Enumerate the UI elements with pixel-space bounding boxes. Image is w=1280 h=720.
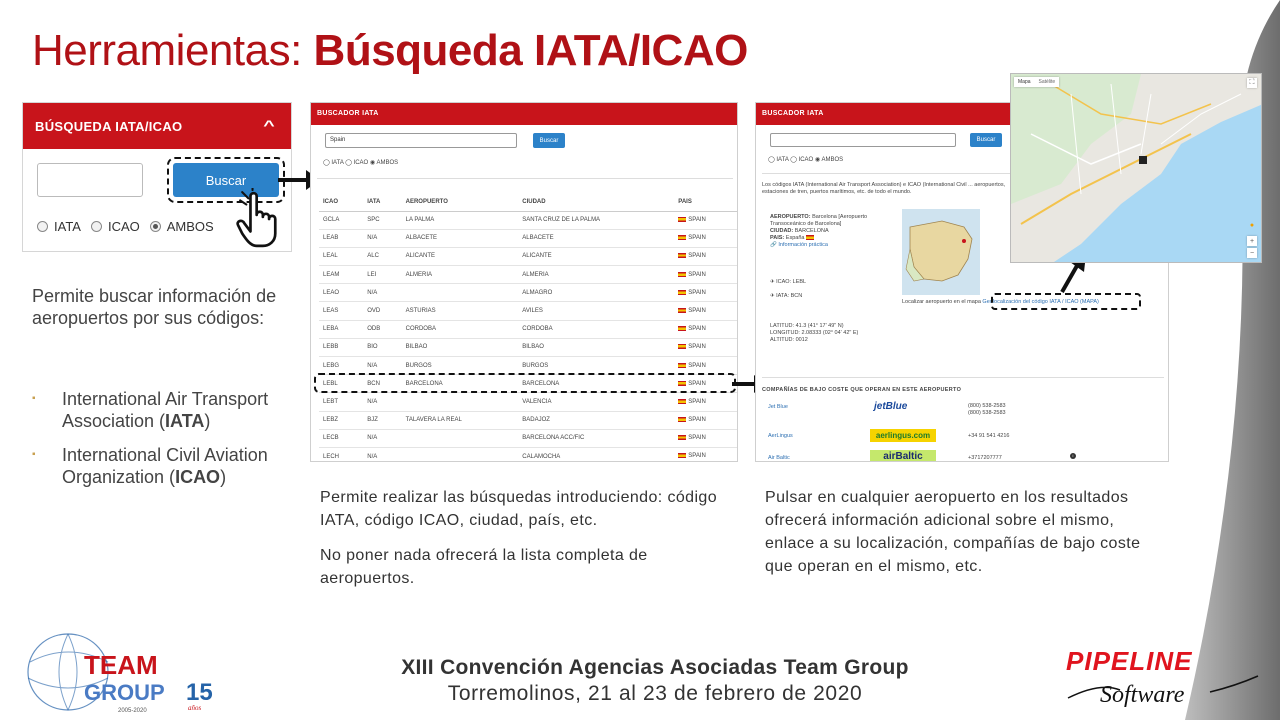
airline-phone: +34 91 541 4216 <box>968 433 1010 439</box>
table-row[interactable] <box>319 447 738 462</box>
spain-flag-icon <box>678 344 686 349</box>
left-description: Permite buscar información de aeropuertos por sus códigos: <box>32 286 277 328</box>
lowcost-title: COMPAÑÍAS DE BAJO COSTE QUE OPERAN EN ESTE AEROPUERTO <box>762 387 962 393</box>
table-cell <box>402 429 519 447</box>
tab-mapa[interactable]: Mapa <box>1018 79 1031 85</box>
table-cell: BURGOS <box>518 357 674 375</box>
anos-text: años <box>188 704 202 712</box>
team-group-logo <box>20 632 220 714</box>
screenshot-header: BUSCADOR IATA <box>756 103 1168 125</box>
hand-pointer-icon <box>236 188 298 250</box>
table-cell: N/A <box>363 284 401 302</box>
team-range-text: 2005-2020 <box>118 708 147 714</box>
table-row[interactable] <box>319 429 738 447</box>
software-text: Software <box>1100 682 1185 708</box>
table-cell: N/A <box>363 229 401 247</box>
table-cell: TALAVERA LA REAL <box>402 411 519 429</box>
table-cell: CORDOBA <box>518 320 674 338</box>
spain-flag-icon <box>678 272 686 277</box>
footer-event: XIII Convención Agencias Asociadas Team Group <box>401 656 909 679</box>
spain-flag-icon <box>678 435 686 440</box>
divider <box>317 178 733 179</box>
table-cell: SPAIN <box>674 393 738 411</box>
mini-search-input[interactable]: Spain <box>325 133 517 148</box>
search-input[interactable] <box>37 163 143 197</box>
table-cell: LEBG <box>319 357 363 375</box>
radio-iata[interactable]: IATA <box>37 219 81 234</box>
table-row[interactable] <box>319 338 738 356</box>
table-cell: SPAIN <box>674 411 738 429</box>
table-cell: LEBB <box>319 338 363 356</box>
middle-paragraph: No poner nada ofrecerá la lista completa de aeropuertos. <box>320 547 648 587</box>
table-cell: SPAIN <box>674 357 738 375</box>
search-type-radios <box>37 219 214 234</box>
plane-icon: ✈ <box>770 279 775 285</box>
airport-info: AEROPUERTO: Barcelona [Aeropuerto Transoceánico de Barcelona] CIUDAD: BARCELONA PAIS: España 🔗 Información práctica <box>770 214 868 248</box>
table-cell: BURGOS <box>402 357 519 375</box>
airline-name[interactable]: Jet Blue <box>768 404 788 410</box>
table-cell: SPAIN <box>674 211 738 229</box>
jetblue-logo: jetBlue <box>874 401 908 412</box>
table-cell: SPAIN <box>674 447 738 462</box>
info-icon[interactable]: i <box>1070 453 1076 459</box>
page-title: Herramientas: Búsqueda IATA/ICAO <box>32 26 748 75</box>
zoom-out-button[interactable]: − <box>1247 248 1257 258</box>
pipeline-text: PIPELINE <box>1066 646 1193 676</box>
map-canvas <box>1011 74 1262 263</box>
results-table <box>319 193 738 462</box>
table-cell: ALMERIA <box>402 266 519 284</box>
table-cell: VALENCIA <box>518 393 674 411</box>
radio-dot[interactable] <box>37 221 48 232</box>
right-description: Pulsar en cualquier aeropuerto en los resultados ofrecerá información adicional sobre el mismo, enlace a su localización, compañías de bajo coste que operan en el mismo, etc. <box>765 489 1141 575</box>
table-cell: SPAIN <box>674 229 738 247</box>
table-cell: LEAB <box>319 229 363 247</box>
footer-date: Torremolinos, 21 al 23 de febrero de 2020 <box>447 682 863 705</box>
table-cell: N/A <box>363 393 401 411</box>
coordinates: LATITUD: 41.3 (41° 17' 49" N) LONGITUD: 2.08333 (02° 04' 42" E) ALTITUD: 0012 <box>770 323 859 343</box>
table-cell: LEBA <box>319 320 363 338</box>
table-cell: ODB <box>363 320 401 338</box>
table-row[interactable] <box>319 302 738 320</box>
airbaltic-logo: airBaltic <box>870 450 936 462</box>
spain-flag-icon <box>678 290 686 295</box>
spain-flag-icon <box>678 399 686 404</box>
bullet-iata: ▪ International Air Transport Association (IATA) <box>32 388 282 432</box>
table-cell: SPAIN <box>674 284 738 302</box>
table-cell: SPAIN <box>674 338 738 356</box>
mini-radios[interactable]: ◯ IATA ◯ ICAO ◉ AMBOS <box>323 160 399 166</box>
pegman-icon[interactable]: ● <box>1249 221 1255 229</box>
airline-name[interactable]: AerLingus <box>768 433 793 439</box>
spain-flag-icon <box>678 308 686 313</box>
mini-search-input[interactable] <box>770 133 956 147</box>
locate-row: Localizar aeropuerto en el mapa Geolocalización del código IATA / ICAO (MAPA) <box>902 299 1099 305</box>
results-body <box>319 211 738 462</box>
chevron-up-icon[interactable]: ^ <box>262 117 275 133</box>
airline-phone: (800) 538-2583 (800) 538-2583 <box>968 403 1006 416</box>
table-row[interactable] <box>319 357 738 375</box>
bullet-list <box>32 388 282 500</box>
column-header: PAIS <box>674 193 738 211</box>
table-cell: ALMERIA <box>518 266 674 284</box>
geolocalizacion-link[interactable]: Geolocalización del código IATA / ICAO (MAPA) <box>982 299 1099 305</box>
spain-flag-icon <box>678 326 686 331</box>
airline-phone: +3717207777 <box>968 455 1002 461</box>
table-cell: ALICANTE <box>402 247 519 265</box>
table-cell: LEAL <box>319 247 363 265</box>
table-cell: BJZ <box>363 411 401 429</box>
table-cell: LEI <box>363 266 401 284</box>
table-cell: LECB <box>319 429 363 447</box>
spain-flag-icon <box>678 235 686 240</box>
highlight-box <box>314 373 736 393</box>
search-results-screenshot <box>310 102 738 462</box>
table-cell: LEBL <box>319 375 363 393</box>
divider <box>762 377 1164 378</box>
radio-dot[interactable] <box>150 221 161 232</box>
plane-icon: ✈ <box>770 293 775 299</box>
table-cell: N/A <box>363 429 401 447</box>
table-cell: N/A <box>363 447 401 462</box>
table-cell: SPAIN <box>674 375 738 393</box>
table-cell: OVD <box>363 302 401 320</box>
screenshot-header: BUSCADOR IATA <box>311 103 737 125</box>
table-cell: LECH <box>319 447 363 462</box>
column-header: CIUDAD <box>518 193 674 211</box>
table-cell: CALAMOCHA <box>518 447 674 462</box>
bullet-icao: ▪ International Civil Aviation Organization (ICAO) <box>32 444 282 488</box>
team-text: TEAM <box>84 650 158 680</box>
footer <box>330 656 980 706</box>
widget-header[interactable] <box>23 103 291 149</box>
table-row[interactable] <box>319 247 738 265</box>
zoom-in-button[interactable]: + <box>1247 236 1257 246</box>
table-cell: ASTURIAS <box>402 302 519 320</box>
table-cell <box>402 447 519 462</box>
google-map[interactable] <box>1010 73 1262 263</box>
table-row[interactable] <box>319 266 738 284</box>
column-header: IATA <box>363 193 401 211</box>
column-header: ICAO <box>319 193 363 211</box>
table-cell: CORDOBA <box>402 320 519 338</box>
aerlingus-logo: aerlingus.com <box>870 429 936 442</box>
spain-flag-icon <box>678 363 686 368</box>
table-cell: LEAS <box>319 302 363 320</box>
fullscreen-icon[interactable]: ⛶ <box>1247 78 1257 88</box>
radio-ambos[interactable]: AMBOS <box>150 219 214 234</box>
spain-map-thumbnail <box>902 209 980 295</box>
table-cell: LEBT <box>319 393 363 411</box>
mini-buscar-button[interactable]: Buscar <box>970 133 1002 147</box>
table-cell <box>402 284 519 302</box>
table-cell: AVILES <box>518 302 674 320</box>
table-cell: ALICANTE <box>518 247 674 265</box>
table-cell: BILBAO <box>518 338 674 356</box>
table-cell: LEBZ <box>319 411 363 429</box>
table-cell: SPC <box>363 211 401 229</box>
buscar-button[interactable]: Buscar <box>173 163 279 197</box>
table-cell: ALBACETE <box>402 229 519 247</box>
table-cell: BILBAO <box>402 338 519 356</box>
info-practica-link[interactable]: 🔗 Información práctica <box>770 242 828 248</box>
table-cell <box>402 393 519 411</box>
table-cell: SPAIN <box>674 247 738 265</box>
table-header-row <box>319 193 738 211</box>
mini-radios[interactable]: ◯ IATA ◯ ICAO ◉ AMBOS <box>768 157 844 163</box>
table-cell: BARCELONA ACC/FIC <box>518 429 674 447</box>
pipeline-software-logo <box>1060 646 1265 712</box>
table-cell: LEAO <box>319 284 363 302</box>
radio-dot[interactable] <box>91 221 102 232</box>
table-cell: SPAIN <box>674 266 738 284</box>
table-row[interactable] <box>319 211 738 229</box>
table-cell: N/A <box>363 357 401 375</box>
years-text: 15 <box>186 679 213 706</box>
table-cell: LEAM <box>319 266 363 284</box>
table-cell: GCLA <box>319 211 363 229</box>
intro-text: Los códigos IATA (International Air Transport Association) e ICAO (International Civil ... aeropuertos, estaciones de tren, puertos marítimos, etc. de todo el mundo. <box>762 182 1006 195</box>
table-cell: ALC <box>363 247 401 265</box>
table-row[interactable] <box>319 411 738 429</box>
table-cell: BARCELONA <box>402 375 519 393</box>
table-row[interactable] <box>319 229 738 247</box>
spain-flag-icon <box>678 217 686 222</box>
table-cell: LA PALMA <box>402 211 519 229</box>
map-type-tabs <box>1014 77 1059 87</box>
group-text: GROUP <box>84 680 165 705</box>
table-cell: BADAJOZ <box>518 411 674 429</box>
table-cell: SPAIN <box>674 320 738 338</box>
spain-flag-icon <box>678 417 686 422</box>
table-cell: SPAIN <box>674 302 738 320</box>
table-row[interactable] <box>319 284 738 302</box>
middle-paragraph: Permite realizar las búsquedas introduciendo: código IATA, código ICAO, ciudad, país, etc. <box>320 489 718 529</box>
table-row[interactable] <box>319 393 738 411</box>
table-cell: ALBACETE <box>518 229 674 247</box>
mini-buscar-button[interactable]: Buscar <box>533 133 565 148</box>
table-cell: BARCELONA <box>518 375 674 393</box>
table-cell: ALMAGRO <box>518 284 674 302</box>
airline-name[interactable]: Air Baltic <box>768 455 790 461</box>
icao-iata-codes: ✈ ICAO: LEBL ✈ IATA: BCN <box>770 279 807 299</box>
widget-header-label: BÚSQUEDA IATA/ICAO <box>35 119 183 134</box>
table-cell: BIO <box>363 338 401 356</box>
table-cell: SPAIN <box>674 429 738 447</box>
radio-icao[interactable]: ICAO <box>91 219 140 234</box>
middle-description <box>320 486 720 602</box>
spain-flag-icon <box>678 453 686 458</box>
spain-flag-icon <box>678 253 686 258</box>
tab-satelite[interactable]: Satélite <box>1038 79 1056 85</box>
table-cell: SANTA CRUZ DE LA PALMA <box>518 211 674 229</box>
spain-flag-icon <box>806 235 814 240</box>
column-header: AEROPUERTO <box>402 193 519 211</box>
table-row[interactable] <box>319 320 738 338</box>
table-cell: BCN <box>363 375 401 393</box>
